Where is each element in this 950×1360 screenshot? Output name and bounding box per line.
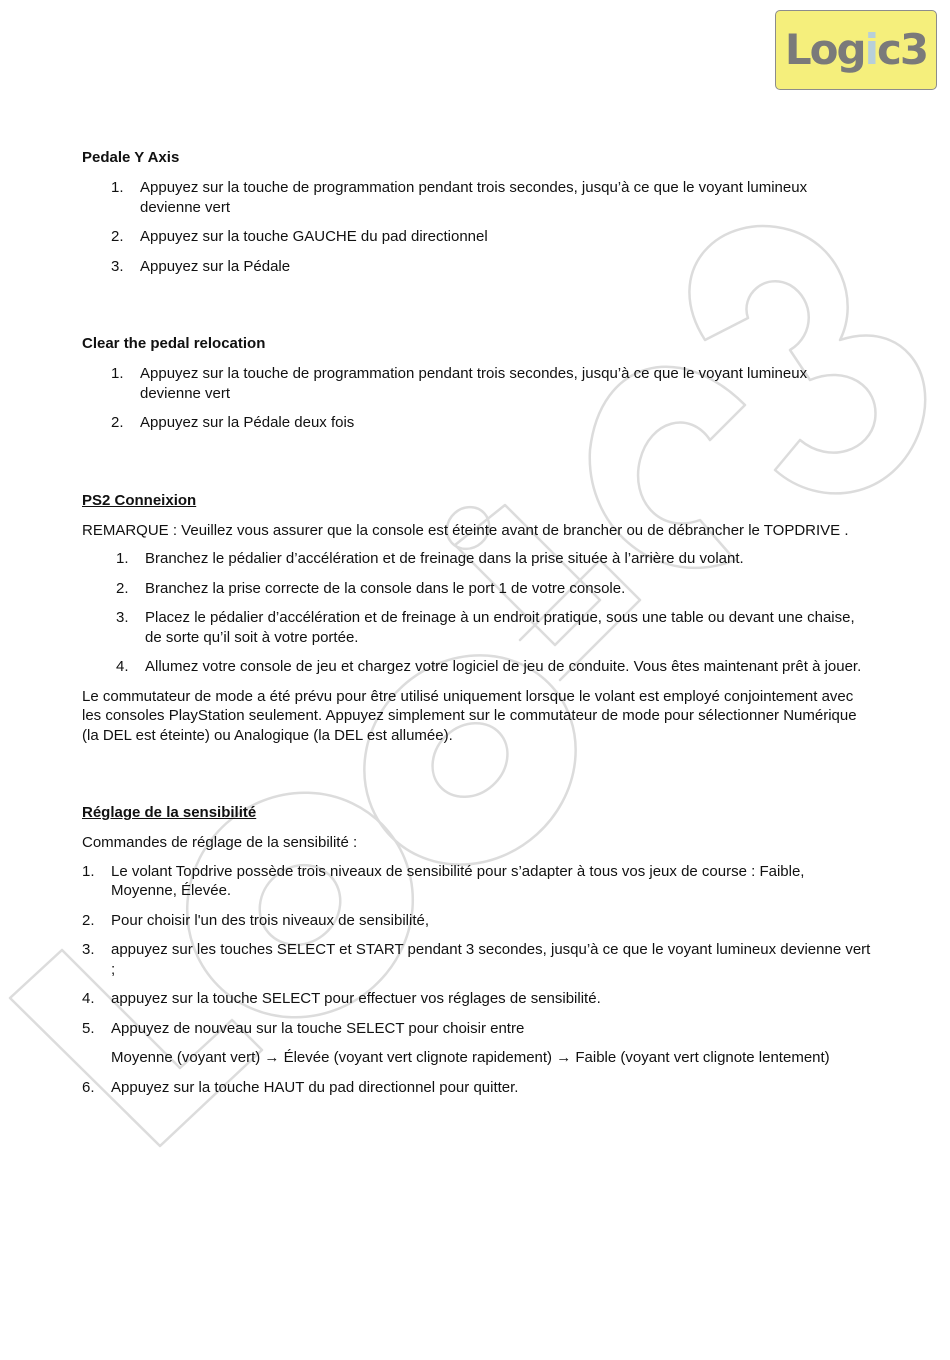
list-item: 2. Pour choisir l'un des trois niveaux de sensibilité, <box>82 911 430 929</box>
intro-paragraph: Commandes de réglage de la sensibilité : <box>82 834 358 851</box>
document-body <box>82 148 872 1107</box>
mode-switch-paragraph: Le commutateur de mode a été prévu pour être utilisé uniquement lorsque le volant est employé conjointement avec les consoles PlayStation seulement. Appuyez simplement sur le commutateur de mode pour sélectionner Numérique (la DEL est éteinte) ou Analogique (la DEL est allumée). <box>82 687 857 744</box>
list-item: 1. Appuyez sur la touche de programmation pendant trois secondes, jusqu’à ce que le voyant lumineux devienne vert <box>111 365 808 402</box>
note-paragraph: REMARQUE : Veuillez vous assurer que la console est éteinte avant de brancher ou de débrancher le TOPDRIVE . <box>82 521 849 539</box>
step-list <box>82 549 872 677</box>
list-item: 3. appuyez sur les touches SELECT et START pendant 3 secondes, jusqu’à ce que le voyant lumineux devienne vert ; <box>82 941 871 978</box>
list-item: 1. Appuyez sur la touche de programmation pendant trois secondes, jusqu’à ce que le voyant lumineux devienne vert <box>111 179 808 216</box>
list-item: 5. Appuyez de nouveau sur la touche SELECT pour choisir entre Moyenne (voyant vert) → Élevée (voyant vert clignote rapidement) → Faible (voyant vert clignote lentement) <box>82 1019 872 1068</box>
step-list <box>82 364 872 433</box>
list-item: 2. Branchez la prise correcte de la console dans le port 1 de votre console. <box>116 579 626 597</box>
list-item: 3. Placez le pédalier d’accélération et de freinage à un endroit pratique, sous une table ou devant une chaise, de sorte qu’il soit à votre portée. <box>116 609 855 646</box>
section-title: Réglage de la sensibilité <box>82 804 257 821</box>
list-item: 4. Allumez votre console de jeu et chargez votre logiciel de jeu de conduite. Vous êtes maintenant prêt à jouer. <box>116 658 862 675</box>
list-item: 6. Appuyez sur la touche HAUT du pad directionnel pour quitter. <box>82 1078 519 1096</box>
sensitivity-cycle: Moyenne (voyant vert) → Élevée (voyant vert clignote rapidement) → Faible (voyant vert clignote lentement) <box>111 1049 830 1066</box>
section-clear-pedal <box>82 334 872 433</box>
section-title: PS2 Conneixion <box>82 491 197 509</box>
section-title: Pedale Y Axis <box>82 149 180 166</box>
list-item: 2. Appuyez sur la Pédale deux fois <box>111 414 355 431</box>
list-item: 4. appuyez sur la touche SELECT pour effectuer vos réglages de sensibilité. <box>82 990 601 1007</box>
step-list <box>82 862 872 1098</box>
step-list <box>82 178 872 276</box>
list-item: 1. Branchez le pédalier d’accélération et de freinage dans la prise située à l’arrière du volant. <box>116 550 744 567</box>
logic3-logo <box>775 10 937 90</box>
list-item: 2. Appuyez sur la touche GAUCHE du pad directionnel <box>111 228 488 245</box>
list-item: 1. Le volant Topdrive possède trois niveaux de sensibilité pour s’adapter à tous vos jeux de course : Faible, Moyenne, Élevée. <box>82 862 805 899</box>
logo-text: Logic3 <box>784 25 928 74</box>
section-pedal-y-axis <box>82 148 872 276</box>
list-item: 3. Appuyez sur la Pédale <box>111 257 291 275</box>
section-ps2-connexion <box>82 491 872 746</box>
section-title: Clear the pedal relocation <box>82 335 266 352</box>
section-sensitivity <box>82 803 872 1097</box>
